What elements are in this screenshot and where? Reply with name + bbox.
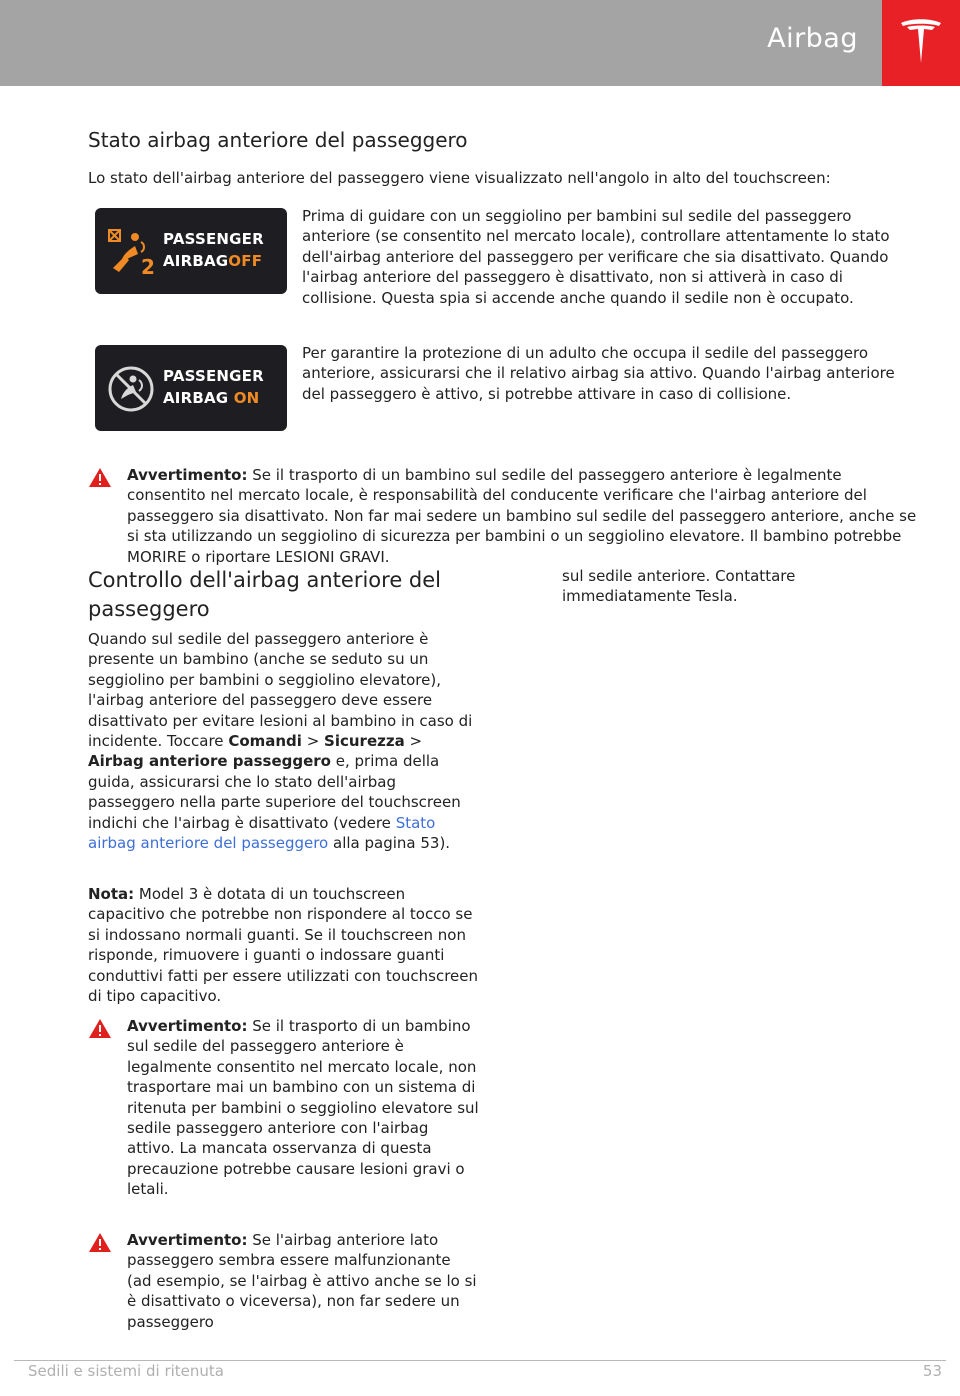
menu-path-airbag: Airbag anteriore passeggero [88, 752, 331, 771]
warning-triangle-icon [88, 467, 112, 488]
airbag-off-description: Prima di guidare con un seggiolino per bambini sul sedile del passeggero anteriore (se consentito nel mercato locale), controllare attentamente lo stato dell'airbag anteriore del passeggero per verificare che sia disattivato. Quando l'airbag anteriore del passeggero è disattivato, non si attiverà in caso di collisione. Questa spia si accende anche quando il sedile non è occupato. [302, 207, 890, 307]
airbag-off-label: PASSENGER AIRBAGOFF [163, 230, 264, 270]
airbag-on-indicator [95, 345, 287, 431]
footer-section-name: Sedili e sistemi di ritenuta [28, 1362, 224, 1380]
page-title: Airbag [767, 23, 858, 54]
airbag-off-icon [107, 228, 159, 278]
warning-continuation: sul sedile anteriore. Contattare immediatamente Tesla. [562, 567, 796, 606]
warning-child-seat: Avvertimento: Se il trasporto di un bambino sul sedile del passeggero anteriore è legalmente consentito nel mercato locale, è responsabilità del conducente verificare che l'airbag anteriore del passeggero sia disattivato. Non far mai sedere un bambino sul sedile del passeggero anteriore, anche se si sta utilizzando un seggiolino di sicurezza per bambini o un seggiolino elevatore. Il bambino potrebbe MORIRE o riportare LESIONI GRAVI. [127, 466, 917, 566]
menu-path-sicurezza: Sicurezza [324, 732, 405, 751]
airbag-state-off: OFF [228, 252, 263, 270]
airbag-state-on: ON [233, 389, 260, 407]
tesla-logo [882, 0, 960, 86]
section-heading-airbag-status: Stato airbag anteriore del passeggero [88, 128, 468, 152]
menu-path-comandi: Comandi [228, 732, 302, 751]
airbag-off-indicator [95, 208, 287, 294]
note-paragraph: Nota: Model 3 è dotata di un touchscreen capacitivo che potrebbe non rispondere al tocco se si indossano normali guanti. Se il touchscreen non risponde, rimuovere i guanti o indossare guanti conduttivi fatti per essere utilizzati con touchscreen di tipo capacitivo. [88, 885, 479, 1006]
airbag-on-description: Per garantire la protezione di un adulto che occupa il sedile del passeggero anteriore, assicurarsi che il relativo airbag sia attivo. Quando l'airbag anteriore del passeggero è attivo, si potrebbe attivare in caso di collisione. [302, 344, 895, 403]
warning-airbag-active: Avvertimento: Se il trasporto di un bambino sul sedile del passeggero anteriore è legalmente consentito nel mercato locale, non trasportare mai un bambino con un sistema di ritenuta per bambini o seggiolino elevatore sul sedile passeggero anteriore con l'airbag attivo. La mancata osservanza di questa precauzione potrebbe causare lesioni gravi o letali. [127, 1017, 479, 1199]
seat-number: 2 [141, 255, 155, 278]
page-number: 53 [922, 1362, 942, 1380]
section-heading-airbag-control: Controllo dell'airbag anteriore del passeggero [88, 568, 442, 621]
warning-triangle-icon [88, 1018, 112, 1039]
page-header [0, 0, 960, 86]
footer-divider [14, 1360, 946, 1361]
cross-reference-link[interactable]: Stato airbag anteriore del passeggero [88, 813, 436, 853]
warning-triangle-icon [88, 1232, 112, 1253]
tesla-logo-icon [899, 17, 943, 67]
airbag-on-label: PASSENGER AIRBAG ON [163, 367, 264, 407]
control-paragraph: Quando sul sedile del passeggero anteriore è presente un bambino (anche se seduto su un seggiolino per bambini o seggiolino elevatore), l'airbag anteriore del passeggero deve essere disattivato per evitare lesioni al bambino in caso di incidente. Toccare Comandi > Sicurezza > Airbag anteriore passeggero e, prima della guida, assicurarsi che lo stato dell'airbag passeggero nella parte superiore del touchscreen indichi che l'airbag è disattivato (vedere Stato airbag anteriore del passeggero alla pagina 53). [88, 630, 473, 853]
warning-airbag-malfunction: Avvertimento: Se l'airbag anteriore lato passeggero sembra essere malfunzionante (ad esempio, se l'airbag è attivo anche se lo si è disattivato o viceversa), non far sedere un passeggero [127, 1231, 477, 1331]
intro-paragraph: Lo stato dell'airbag anteriore del passeggero viene visualizzato nell'angolo in alto del touchscreen: [88, 169, 831, 187]
airbag-on-icon [107, 365, 157, 415]
